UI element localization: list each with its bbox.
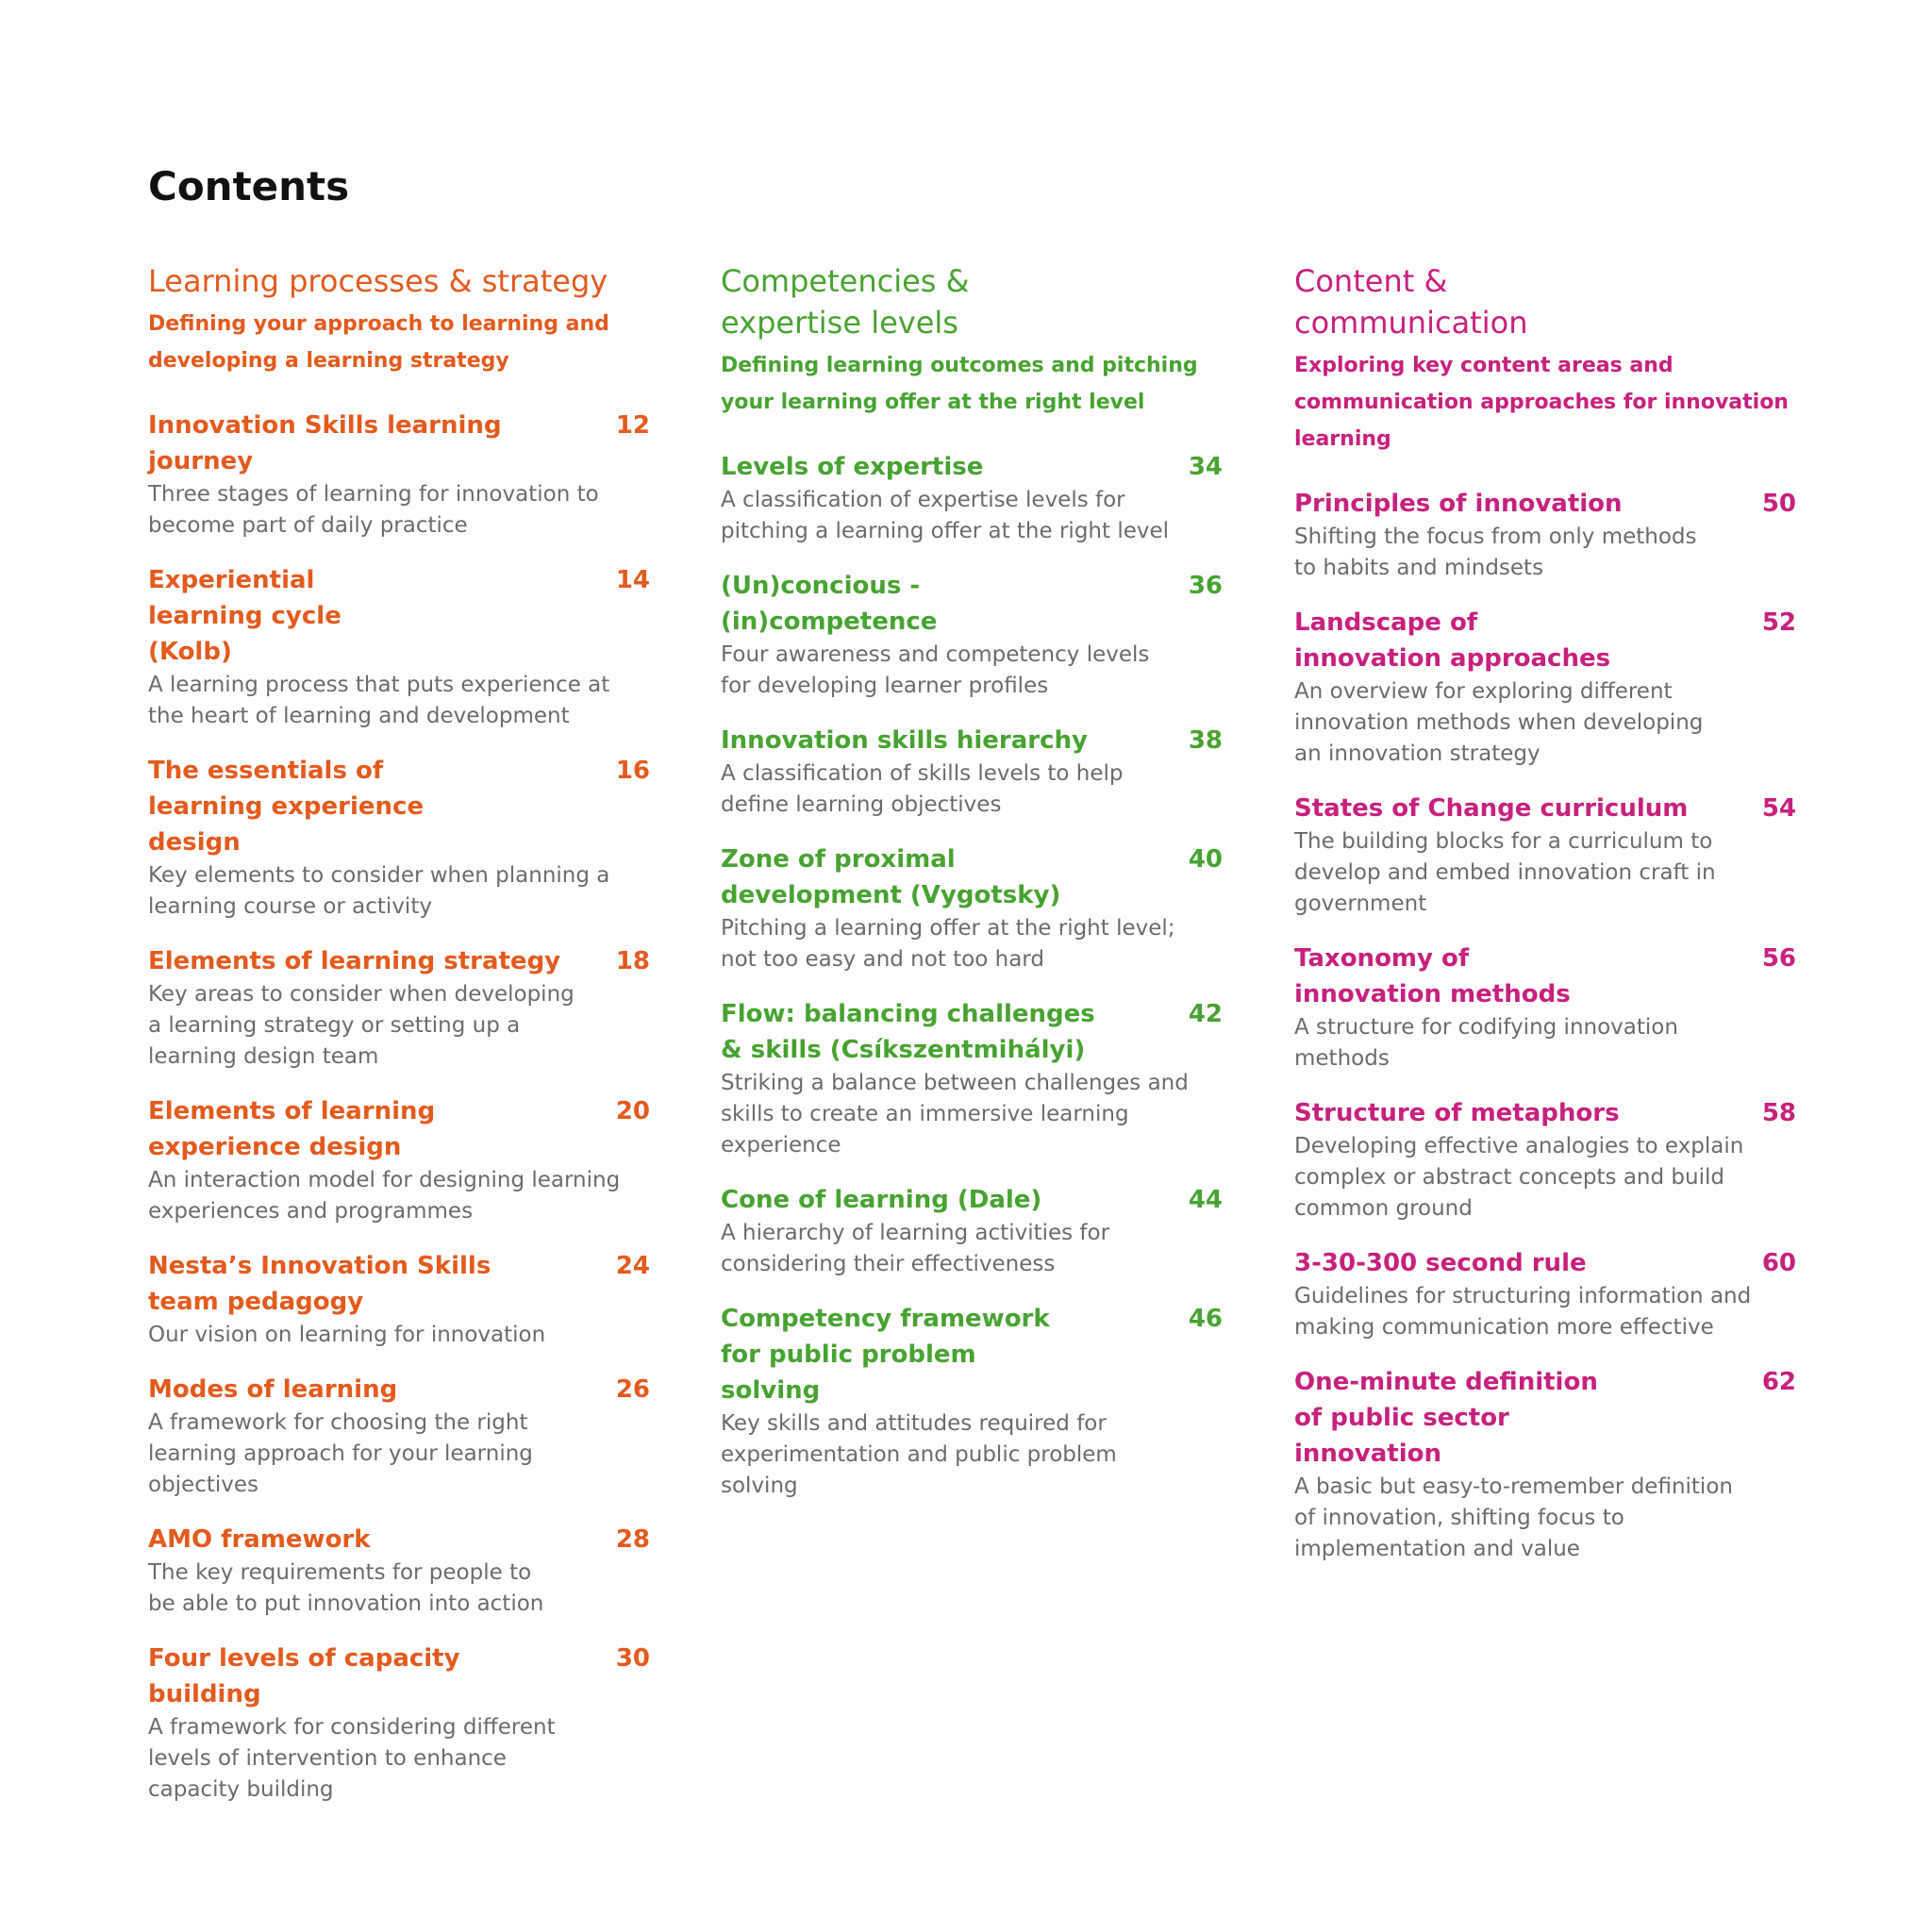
section-learning-processes [148, 260, 650, 1826]
entry-title[interactable]: Principles of innovation [1294, 490, 1623, 518]
entry-description: An overview for exploring different innovation methods when developing an innovation strategy [1294, 679, 1704, 766]
entry-description: An interaction model for designing learning experiences and programmes [148, 1168, 621, 1224]
toc-entry[interactable] [721, 996, 1223, 1161]
entry-title[interactable]: 3-30-300 second rule [1294, 1249, 1587, 1277]
entry-title[interactable]: Landscape of innovation approaches [1294, 608, 1611, 673]
entry-title[interactable]: Structure of metaphors [1294, 1099, 1620, 1127]
toc-entry[interactable] [721, 723, 1223, 821]
entry-description: Key areas to consider when developing a learning strategy or setting up a learning design team [148, 982, 575, 1069]
entry-page-number[interactable]: 30 [615, 1644, 650, 1673]
entry-description: A hierarchy of learning activities for considering their effectiveness [721, 1221, 1110, 1276]
section-intro: Exploring key content areas and communication approaches for innovation learning [1294, 354, 1789, 451]
entry-page-number[interactable]: 38 [1188, 726, 1223, 755]
toc-entry[interactable] [148, 408, 650, 541]
entry-page-number[interactable]: 42 [1188, 1000, 1223, 1028]
entry-list [1294, 486, 1796, 1565]
entry-description: Three stages of learning for innovation to become part of daily practice [148, 482, 599, 538]
entry-description: Shifting the focus from only methods to habits and mindsets [1294, 525, 1697, 580]
entry-title[interactable]: Innovation Skills learning journey [148, 411, 502, 475]
entry-page-number[interactable]: 60 [1761, 1249, 1796, 1277]
entry-description: Key elements to consider when planning a learning course or activity [148, 863, 610, 919]
entry-page-number[interactable]: 14 [615, 566, 650, 594]
toc-entry[interactable] [721, 449, 1223, 547]
entry-page-number[interactable]: 28 [615, 1525, 650, 1554]
entry-title[interactable]: Modes of learning [148, 1375, 398, 1404]
toc-entry[interactable] [1294, 1364, 1796, 1565]
entry-page-number[interactable]: 18 [615, 947, 650, 975]
section-content-communication [1294, 260, 1796, 1586]
entry-description: A framework for considering different levels of intervention to enhance capacity building [148, 1715, 556, 1802]
entry-description: A framework for choosing the right learning approach for your learning objectives [148, 1410, 533, 1497]
entry-description: Our vision on learning for innovation [148, 1323, 546, 1347]
entry-title[interactable]: (Un)concious - (in)competence [721, 572, 938, 636]
toc-entry[interactable] [1294, 1095, 1796, 1224]
toc-entry[interactable] [1294, 791, 1796, 920]
entry-page-number[interactable]: 58 [1761, 1099, 1796, 1127]
entry-page-number[interactable]: 36 [1188, 572, 1223, 600]
section-title: Content & communication [1294, 263, 1528, 341]
toc-entry[interactable] [148, 753, 650, 923]
entry-page-number[interactable]: 56 [1761, 944, 1796, 973]
section-intro: Defining your approach to learning and developing a learning strategy [148, 312, 609, 373]
entry-page-number[interactable]: 26 [615, 1375, 650, 1404]
entry-title[interactable]: Flow: balancing challenges & skills (Csíkszentmihályi) [721, 1000, 1095, 1064]
entry-description: Pitching a learning offer at the right level; not too easy and not too hard [721, 916, 1175, 972]
entry-description: A classification of skills levels to help define learning objectives [721, 761, 1124, 817]
toc-entry[interactable] [1294, 1245, 1796, 1343]
entry-title[interactable]: Cone of learning (Dale) [721, 1186, 1042, 1214]
entry-description: A basic but easy-to-remember definition of innovation, shifting focus to implementation and value [1294, 1474, 1733, 1561]
entry-page-number[interactable]: 50 [1761, 490, 1796, 518]
entry-title[interactable]: Elements of learning experience design [148, 1097, 436, 1161]
toc-entry[interactable] [721, 1301, 1223, 1502]
toc-entry[interactable] [148, 1372, 650, 1501]
entry-title[interactable]: Four levels of capacity building [148, 1644, 460, 1708]
entry-title[interactable]: One-minute definition of public sector innovation [1294, 1368, 1598, 1468]
entry-title[interactable]: Experiential learning cycle (Kolb) [148, 566, 341, 666]
entry-page-number[interactable]: 52 [1761, 608, 1796, 637]
entry-title[interactable]: Competency framework for public problem solving [721, 1305, 1050, 1405]
entry-description: The key requirements for people to be able to put innovation into action [148, 1560, 544, 1616]
toc-entry[interactable] [721, 1182, 1223, 1280]
toc-entry[interactable] [148, 1248, 650, 1351]
entry-page-number[interactable]: 40 [1188, 845, 1223, 874]
entry-title[interactable]: Innovation skills hierarchy [721, 726, 1088, 755]
entry-description: Guidelines for structuring information and making communication more effective [1294, 1284, 1752, 1340]
toc-entry[interactable] [148, 1641, 650, 1806]
entry-page-number[interactable]: 34 [1188, 453, 1223, 481]
entry-description: Four awareness and competency levels for developing learner profiles [721, 642, 1150, 698]
toc-entry[interactable] [1294, 605, 1796, 770]
entry-title[interactable]: Levels of expertise [721, 453, 984, 481]
toc-entry[interactable] [1294, 941, 1796, 1074]
entry-page-number[interactable]: 20 [615, 1097, 650, 1125]
entry-title[interactable]: Elements of learning strategy [148, 947, 561, 975]
entry-title[interactable]: The essentials of learning experience design [148, 757, 425, 857]
entry-description: Developing effective analogies to explain complex or abstract concepts and build common ground [1294, 1134, 1744, 1221]
entry-description: A structure for codifying innovation methods [1294, 1015, 1678, 1071]
toc-entry[interactable] [148, 1093, 650, 1227]
section-title: Learning processes & strategy [148, 263, 608, 299]
entry-page-number[interactable]: 62 [1761, 1368, 1796, 1396]
toc-entry[interactable] [721, 841, 1223, 975]
toc-entry[interactable] [721, 568, 1223, 702]
entry-title[interactable]: States of Change curriculum [1294, 794, 1689, 823]
entry-page-number[interactable]: 54 [1761, 794, 1796, 823]
section-competencies [721, 260, 1223, 1523]
section-title: Competencies & expertise levels [721, 263, 970, 341]
toc-entry[interactable] [148, 1522, 650, 1620]
entry-title[interactable]: Taxonomy of innovation methods [1294, 944, 1571, 1008]
entry-page-number[interactable]: 24 [615, 1252, 650, 1280]
toc-entry[interactable] [1294, 486, 1796, 584]
entry-description: Striking a balance between challenges and skills to create an immersive learning experience [721, 1071, 1189, 1158]
toc-entry[interactable] [148, 943, 650, 1073]
entry-title[interactable]: Nesta’s Innovation Skills team pedagogy [148, 1252, 491, 1316]
entry-title[interactable]: Zone of proximal development (Vygotsky) [721, 845, 1061, 909]
entry-page-number[interactable]: 46 [1188, 1305, 1223, 1333]
toc-entry[interactable] [148, 562, 650, 732]
entry-page-number[interactable]: 44 [1188, 1186, 1223, 1214]
entry-description: Key skills and attitudes required for experimentation and public problem solving [721, 1411, 1117, 1498]
section-intro: Defining learning outcomes and pitching your learning offer at the right level [721, 354, 1198, 414]
entry-page-number[interactable]: 12 [615, 411, 650, 440]
entry-description: The building blocks for a curriculum to develop and embed innovation craft in government [1294, 829, 1716, 916]
entry-list [721, 449, 1223, 1502]
entry-description: A learning process that puts experience at the heart of learning and development [148, 673, 610, 728]
entry-title[interactable]: AMO framework [148, 1525, 371, 1554]
entry-description: A classification of expertise levels for pitching a learning offer at the right level [721, 488, 1170, 543]
entry-list [148, 408, 650, 1806]
page-title: Contents [148, 163, 350, 209]
entry-page-number[interactable]: 16 [615, 757, 650, 785]
